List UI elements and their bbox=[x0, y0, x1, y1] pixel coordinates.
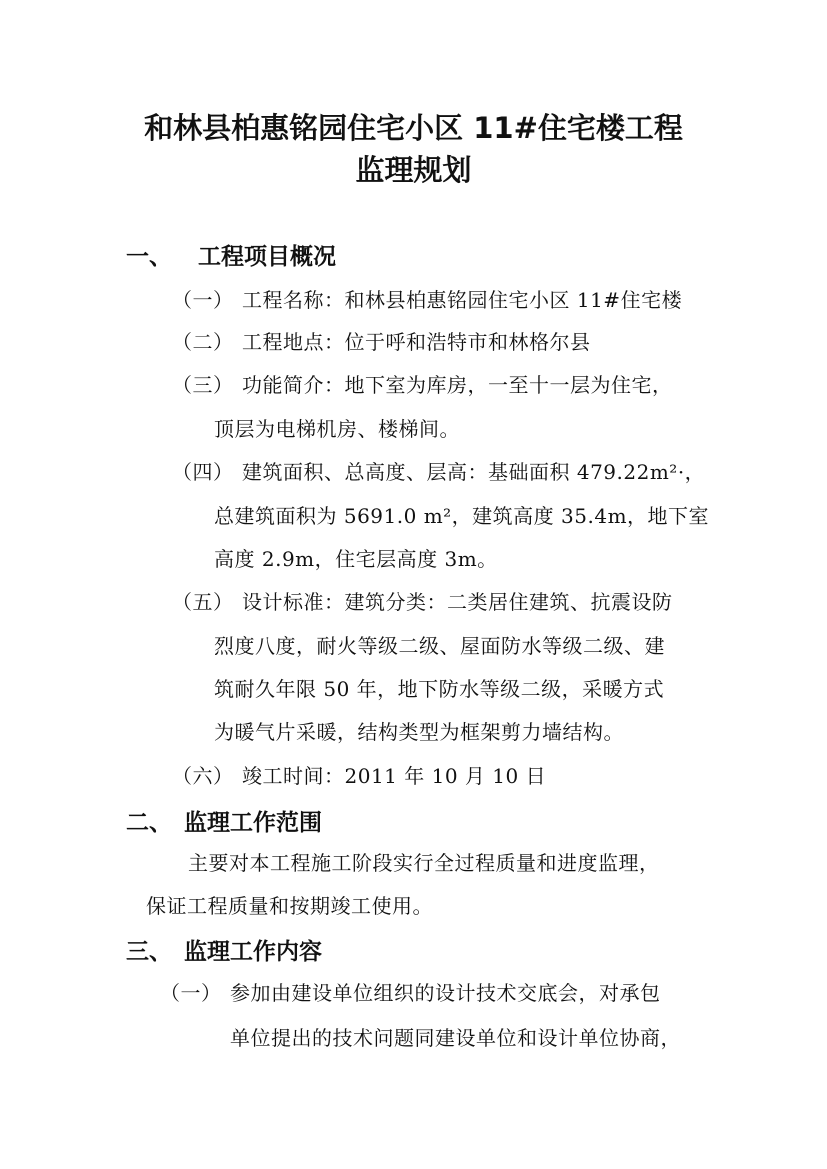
item-marker: （六） bbox=[172, 764, 234, 788]
item-text: 竣工时间：2011 年 10 月 10 日 bbox=[242, 764, 547, 788]
section-title: 工程项目概况 bbox=[198, 244, 336, 270]
item-continuation: 总建筑面积为 5691.0 m²，建筑高度 35.4m，地下室 bbox=[214, 504, 710, 528]
item-marker: （一） bbox=[172, 288, 234, 312]
list-item bbox=[172, 760, 546, 789]
item-continuation: 烈度八度，耐火等级二级、屋面防水等级二级、建 bbox=[214, 634, 665, 658]
list-item bbox=[172, 284, 682, 313]
item-continuation: 筑耐久年限 50 年，地下防水等级二级，采暖方式 bbox=[214, 677, 665, 701]
item-text: 工程地点：位于呼和浩特市和林格尔县 bbox=[242, 330, 591, 354]
item-text: 参加由建设单位组织的设计技术交底会，对承包 bbox=[230, 981, 661, 1005]
item-continuation: 顶层为电梯机房、楼梯间。 bbox=[214, 417, 460, 441]
document-title-line1: 和林县柏惠铭园住宅小区 11#住宅楼工程 bbox=[144, 111, 683, 145]
item-continuation: 单位提出的技术问题同建设单位和设计单位协商， bbox=[230, 1026, 681, 1050]
section-2-heading bbox=[126, 804, 322, 837]
list-item bbox=[172, 369, 673, 398]
item-marker: （三） bbox=[172, 373, 234, 397]
item-continuation: 高度 2.9m，住宅层高度 3m。 bbox=[214, 547, 498, 571]
item-marker: （四） bbox=[172, 460, 234, 484]
item-marker: （五） bbox=[172, 590, 234, 614]
section-number: 一、 bbox=[126, 244, 172, 270]
item-marker: （一） bbox=[160, 981, 222, 1005]
section-title: 监理工作内容 bbox=[184, 939, 322, 965]
document-title-line2: 监理规划 bbox=[355, 153, 472, 187]
section-1-heading bbox=[126, 238, 336, 271]
item-marker: （二） bbox=[172, 330, 234, 354]
item-text: 工程名称：和林县柏惠铭园住宅小区 11#住宅楼 bbox=[242, 288, 683, 312]
list-item bbox=[172, 456, 705, 485]
item-text: 功能简介：地下室为库房，一至十一层为住宅， bbox=[242, 373, 673, 397]
section-number: 二、 bbox=[126, 810, 172, 836]
section-number: 三、 bbox=[126, 939, 172, 965]
item-text: 设计标准：建筑分类：二类居住建筑、抗震设防 bbox=[242, 590, 673, 614]
section-title: 监理工作范围 bbox=[184, 810, 322, 836]
paragraph-line: 主要对本工程施工阶段实行全过程质量和进度监理， bbox=[188, 851, 660, 875]
item-text: 建筑面积、总高度、层高：基础面积 479.22m²·， bbox=[242, 460, 706, 484]
paragraph-line: 保证工程质量和按期竣工使用。 bbox=[146, 894, 433, 918]
list-item bbox=[160, 977, 661, 1006]
list-item bbox=[172, 326, 591, 355]
item-continuation: 为暖气片采暖，结构类型为框架剪力墙结构。 bbox=[214, 720, 624, 744]
list-item bbox=[172, 586, 673, 615]
section-3-heading bbox=[126, 933, 322, 966]
